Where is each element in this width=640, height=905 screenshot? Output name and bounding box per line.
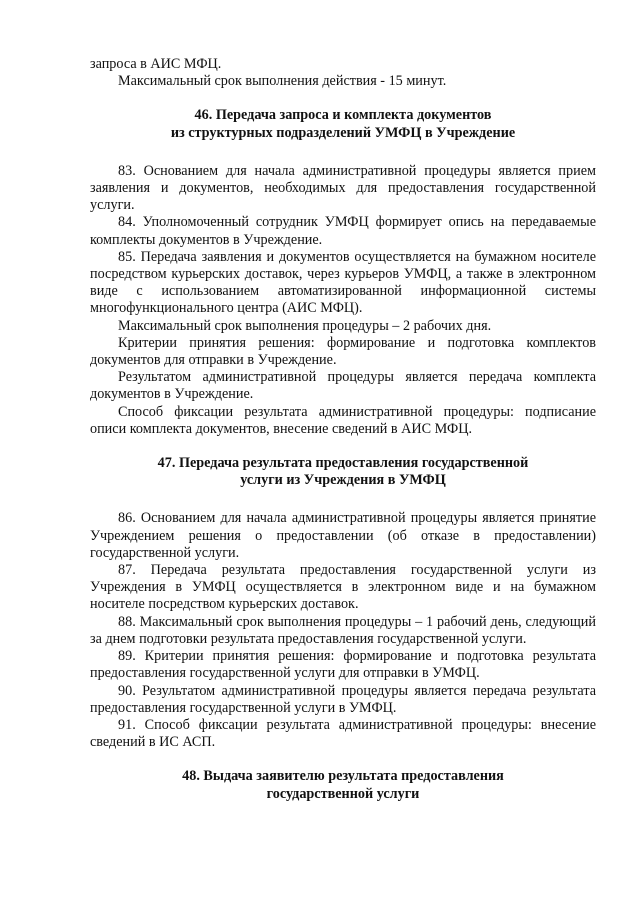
document-page <box>90 56 596 803</box>
paragraph-fixation: Способ фиксации результата административной процедуры: подписание описи комплекта документов, внесение сведений в АИС МФЦ. <box>90 403 596 437</box>
paragraph-88: 88. Максимальный срок выполнения процедуры – 1 рабочий день, следующий за днем подготовки результата предоставления государственной услуги. <box>90 613 596 647</box>
intro-deadline: Максимальный срок выполнения действия - 15 минут. <box>118 73 447 90</box>
paragraph-84: 84. Уполномоченный сотрудник УМФЦ формирует опись на передаваемые комплекты документов в Учреждение. <box>90 214 596 248</box>
section-46-body <box>90 163 596 438</box>
intro-line: запроса в АИС МФЦ. <box>90 56 222 72</box>
section-48-title-line2: государственной услуги <box>266 785 420 802</box>
paragraph-83: 83. Основанием для начала административной процедуры является прием заявления и документов, необходимых для предоставления государственной услуги. <box>90 162 596 214</box>
paragraph-criteria: Критерии принятия решения: формирование и подготовка комплектов документов для отправки в Учреждение. <box>90 334 596 369</box>
section-46-title <box>90 107 596 141</box>
paragraph-87: 87. Передача результата предоставления государственной услуги из Учреждения в УМФЦ осуществляется в электронном виде и на бумажном носителе посредством курьерских доставок. <box>90 562 596 613</box>
section-47-title-line1: 47. Передача результата предоставления государственной <box>157 455 529 472</box>
section-48-title-line1: 48. Выдача заявителю результата предоставления <box>182 768 504 785</box>
paragraph-91: 91. Способ фиксации результата административной процедуры: внесение сведений в ИС АСП. <box>90 716 596 751</box>
paragraph-max-term: Максимальный срок выполнения процедуры – 2 рабочих дня. <box>118 317 492 334</box>
section-47-title <box>90 455 596 489</box>
section-46-title-line1: 46. Передача запроса и комплекта документов <box>194 107 492 124</box>
section-46-title-line2: из структурных подразделений УМФЦ в Учреждение <box>170 124 516 141</box>
section-47-body <box>90 510 596 751</box>
section-47-title-line2: услуги из Учреждения в УМФЦ <box>240 472 446 489</box>
paragraph-89: 89. Критерии принятия решения: формирование и подготовка результата предоставления государственной услуги для отправки в УМФЦ. <box>90 648 596 682</box>
paragraph-result: Результатом административной процедуры является передача комплекта документов в Учреждение. <box>90 369 596 403</box>
paragraph-90: 90. Результатом административной процедуры является передача результата предоставления государственной услуги в УМФЦ. <box>90 682 596 716</box>
paragraph-85: 85. Передача заявления и документов осуществляется на бумажном носителе посредством курьерских доставок, через курьеров УМФЦ, а также в электронном виде с использованием автоматизированной информационной системы многофункционального центра (АИС МФЦ). <box>90 248 596 317</box>
paragraph-86: 86. Основанием для начала административной процедуры является принятие Учреждением решения о предоставлении (об отказе в предоставлении) государственной услуги. <box>90 510 596 561</box>
section-48-title <box>90 768 596 802</box>
